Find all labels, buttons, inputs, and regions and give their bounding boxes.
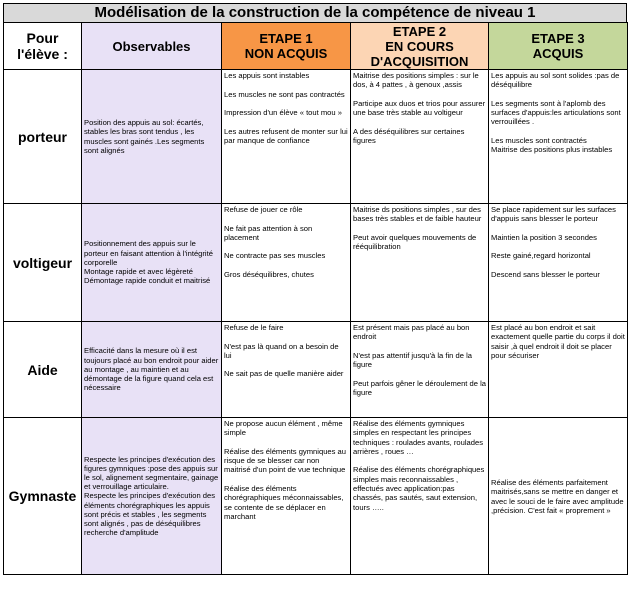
header-etape-1: ETAPE 1 NON ACQUIS: [222, 23, 351, 70]
row-label-aide: Aide: [4, 322, 82, 418]
etape1-cell: Refuse de jouer ce rôle Ne fait pas attention à son placement Ne contracte pas ses muscles Gros déséquilibres, chutes: [222, 204, 351, 322]
table-row-gymnaste: [4, 418, 628, 575]
observables-cell: Respecte les principes d'exécution des figures gymniques :pose des appuis sur le sol, alignement segmentaire, gainage et verrouillage articulaire. Respecte les principes d'exécution des éléments chorégraphiques les appuis sont précis et stables , les segments sont alignés , pas de déséquilibres recherche d'amplitude: [82, 418, 222, 575]
page-title: Modélisation de la construction de la compétence de niveau 1: [3, 3, 627, 23]
header-etape-3: ETAPE 3 ACQUIS: [489, 23, 628, 70]
etape1-cell: Les appuis sont instables Les muscles ne sont pas contractés Impression d'un élève « tout mou » Les autres refusent de monter sur lui par manque de confiance: [222, 70, 351, 204]
header-pour-eleve: Pour l'élève :: [4, 23, 82, 70]
competence-table: [3, 22, 628, 575]
table-row-voltigeur: [4, 204, 628, 322]
row-label-porteur: porteur: [4, 70, 82, 204]
header-observables: Observables: [82, 23, 222, 70]
etape2-cell: Réalise des éléments gymniques simples en respectant les principes techniques : roulades avants, roulades arrières , roues … Réalise des éléments chorégraphiques simples mais reconnaissables , effectués avec application:pas chassés, pas sautés, saut extension, tours …..: [351, 418, 489, 575]
table-row-aide: [4, 322, 628, 418]
header-etape-2: ETAPE 2 EN COURS D'ACQUISITION: [351, 23, 489, 70]
row-label-gymnaste: Gymnaste: [4, 418, 82, 575]
header-row: [4, 23, 628, 70]
etape3-cell: Les appuis au sol sont solides :pas de déséquilibre Les segments sont à l'aplomb des surfaces d'appuis:les articulations sont verrouillées . Les muscles sont contractés Maitrise des positions plus instables: [489, 70, 628, 204]
etape2-cell: Maitrise des positions simples : sur le dos, à 4 pattes , à genoux ,assis Participe aux duos et trios pour assurer une base très stable au voltigeur A des déséquilibres sur certaines figures: [351, 70, 489, 204]
row-label-voltigeur: voltigeur: [4, 204, 82, 322]
observables-cell: Efficacité dans la mesure où il est toujours placé au bon endroit pour aider au montage , au maintien et au démontage de la figure quand cela est nécessaire: [82, 322, 222, 418]
observables-cell: Positionnement des appuis sur le porteur en faisant attention à l'intégrité corporelle Montage rapide et avec légèreté Démontage rapide conduit et maitrisé: [82, 204, 222, 322]
etape3-cell: Se place rapidement sur les surfaces d'appuis sans blesser le porteur Maintien la position 3 secondes Reste gainé,regard horizontal Descend sans blesser le porteur: [489, 204, 628, 322]
table-row-porteur: [4, 70, 628, 204]
etape1-cell: Refuse de le faire N'est pas là quand on a besoin de lui Ne sait pas de quelle manière aider: [222, 322, 351, 418]
observables-cell: Position des appuis au sol: écartés, stables les bras sont tendus , les muscles sont gainés .Les segments sont alignés: [82, 70, 222, 204]
etape2-cell: Est présent mais pas placé au bon endroit N'est pas attentif jusqu'à la fin de la figure Peut parfois gêner le déroulement de la figure: [351, 322, 489, 418]
etape1-cell: Ne propose aucun élément , même simple Réalise des éléments gymniques au risque de se blesser car non maitrisé d'un point de vue technique Réalise des éléments chorégraphiques méconnaissables, se contente de se déplacer en marchant: [222, 418, 351, 575]
etape3-cell: Réalise des éléments parfaitement maitrisés,sans se mettre en danger et avec le souci de le faire avec amplitude ,précision. C'est fait « proprement »: [489, 418, 628, 575]
etape3-cell: Est placé au bon endroit et sait exactement quelle partie du corps il doit saisir ,à quel endroit il doit se placer pour sécuriser: [489, 322, 628, 418]
etape2-cell: Maitrise ds positions simples , sur des bases très stables et de faible hauteur Peut avoir quelques mouvements de rééquilibration: [351, 204, 489, 322]
